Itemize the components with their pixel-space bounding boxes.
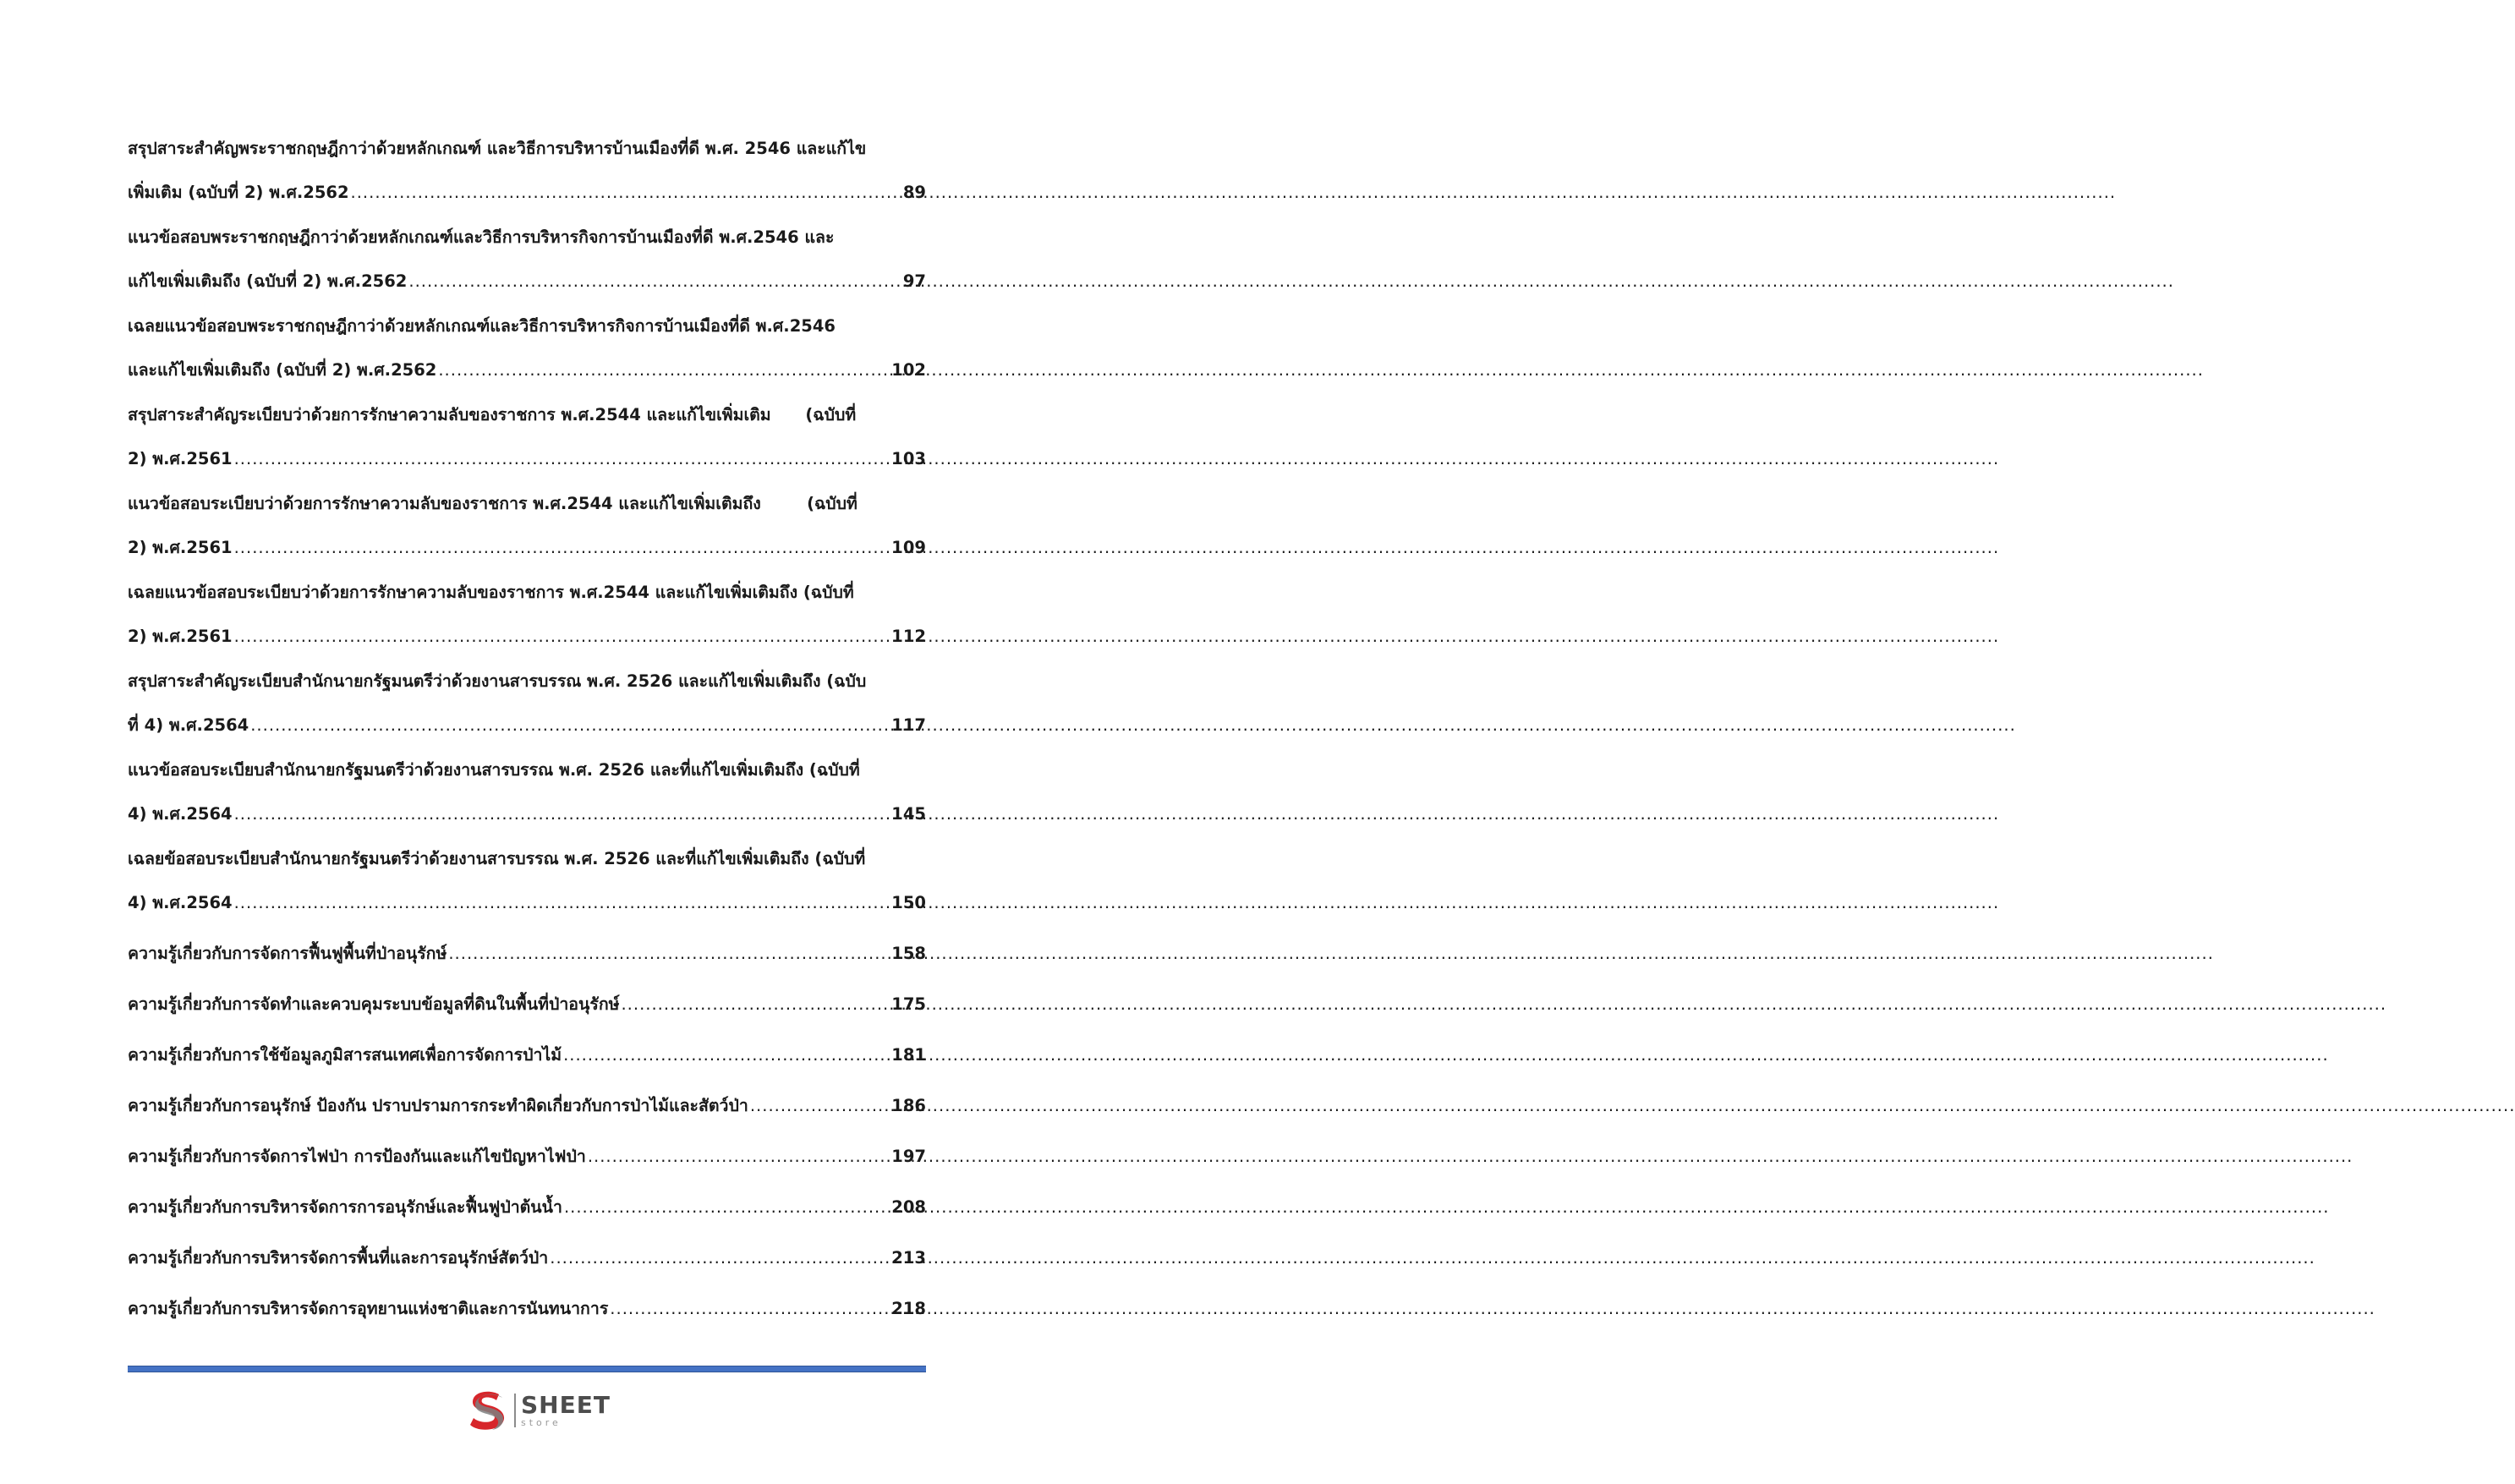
dot-leader — [408, 260, 901, 304]
dot-leader — [448, 932, 890, 976]
dot-leader — [234, 437, 890, 481]
toc-page-number: 109 — [891, 538, 926, 557]
dot-leader — [550, 1236, 890, 1280]
toc-page-number: 186 — [891, 1096, 926, 1115]
toc-entry-title-cont: และแก้ไขเพิ่มเติมถึง (ฉบับที่ 2) พ.ศ.2562 — [128, 360, 437, 380]
toc-entry-title-cont: เพิ่มเติม (ฉบับที่ 2) พ.ศ.2562 — [128, 183, 349, 202]
toc-page-number: 150 — [891, 893, 926, 912]
logo-subword: store — [521, 1417, 562, 1428]
toc-entry-title: เฉลยแนวข้อสอบพระราชกฤษฎีกาว่าด้วยหลักเกณฑ์และวิธีการบริหารกิจการบ้านเมืองที่ดี พ.ศ.2546 — [128, 316, 836, 336]
toc-entry[interactable] — [128, 393, 926, 481]
logo-separator — [514, 1394, 516, 1427]
toc-page-number: 89 — [902, 183, 926, 202]
sheet-store-s-icon — [465, 1388, 511, 1433]
toc-entry[interactable] — [128, 837, 926, 925]
toc-entry-title-cont: 2) พ.ศ.2561 — [128, 538, 233, 557]
toc-entry-title-cont: 4) พ.ศ.2564 — [128, 893, 233, 912]
toc-entry[interactable] — [128, 983, 926, 1027]
dot-leader — [234, 526, 890, 570]
toc-entry-title-cont: 4) พ.ศ.2564 — [128, 804, 233, 824]
toc-page-number: 175 — [891, 994, 926, 1014]
toc-page-number: 208 — [891, 1197, 926, 1217]
toc-entry[interactable] — [128, 571, 926, 659]
toc-entry[interactable] — [128, 1236, 926, 1280]
toc-entry[interactable] — [128, 1186, 926, 1229]
toc-entry[interactable] — [128, 1084, 926, 1128]
toc-entry[interactable] — [128, 748, 926, 836]
dot-leader — [438, 348, 890, 392]
footer-rule — [128, 1366, 926, 1372]
toc-entry[interactable] — [128, 1287, 926, 1331]
toc-entry-title: ความรู้เกี่ยวกับการอนุรักษ์ ป้องกัน ปราบปรามการกระทำผิดเกี่ยวกับการป่าไม้และสัตว์ป่า — [128, 1096, 748, 1115]
toc-page-number: 97 — [902, 271, 926, 291]
dot-leader — [564, 1186, 890, 1229]
toc-entry-title-cont: ที่ 4) พ.ศ.2564 — [128, 715, 249, 735]
dot-leader — [588, 1135, 890, 1179]
dot-leader — [234, 881, 890, 925]
toc-entry-title: ความรู้เกี่ยวกับการบริหารจัดการการอนุรักษ์และฟื้นฟูป่าต้นน้ำ — [128, 1197, 562, 1217]
toc-entry-title: ความรู้เกี่ยวกับการบริหารจัดการพื้นที่และการอนุรักษ์สัตว์ป่า — [128, 1248, 549, 1268]
toc-entry-title: ความรู้เกี่ยวกับการบริหารจัดการอุทยานแห่งชาติและการนันทนาการ — [128, 1299, 609, 1318]
toc-entry-title: ความรู้เกี่ยวกับการจัดการฟื้นฟูพื้นที่ป่าอนุรักษ์ — [128, 944, 447, 963]
toc-page-number: 218 — [891, 1299, 926, 1318]
dot-leader — [250, 704, 890, 747]
dot-leader — [563, 1033, 890, 1077]
table-of-contents — [128, 127, 926, 1338]
toc-entry-title-cont: แก้ไขเพิ่มเติมถึง (ฉบับที่ 2) พ.ศ.2562 — [128, 271, 408, 291]
toc-entry-title: ความรู้เกี่ยวกับการจัดการไฟป่า การป้องกันและแก้ไขปัญหาไฟป่า — [128, 1147, 586, 1166]
dot-leader — [351, 171, 901, 215]
logo-text — [521, 1391, 611, 1428]
toc-entry-title: ความรู้เกี่ยวกับการจัดทำและควบคุมระบบข้อมูลที่ดินในพื้นที่ป่าอนุรักษ์ — [128, 994, 620, 1014]
dot-leader — [610, 1287, 890, 1331]
toc-page-number: 181 — [891, 1045, 926, 1065]
toc-entry-title: แนวข้อสอบระเบียบสำนักนายกรัฐมนตรีว่าด้วยงานสารบรรณ พ.ศ. 2526 และที่แก้ไขเพิ่มเติมถึง (ฉบับที่ — [128, 760, 860, 780]
toc-entry-title: สรุปสาระสำคัญระเบียบสำนักนายกรัฐมนตรีว่าด้วยงานสารบรรณ พ.ศ. 2526 และแก้ไขเพิ่มเติมถึง (ฉบับ — [128, 671, 867, 691]
toc-entry-title-cont: 2) พ.ศ.2561 — [128, 449, 233, 468]
toc-entry-title: เฉลยแนวข้อสอบระเบียบว่าด้วยการรักษาความลับของราชการ พ.ศ.2544 และแก้ไขเพิ่มเติมถึง (ฉบับที่ — [128, 583, 854, 602]
dot-leader — [234, 615, 890, 659]
toc-entry-title: สรุปสาระสำคัญพระราชกฤษฎีกาว่าด้วยหลักเกณฑ์ และวิธีการบริหารบ้านเมืองที่ดี พ.ศ. 2546 และแก้ไข — [128, 139, 867, 158]
toc-page-number: 145 — [891, 804, 926, 824]
toc-entry-title-cont: 2) พ.ศ.2561 — [128, 627, 233, 646]
toc-entry[interactable] — [128, 482, 926, 570]
toc-page-number: 103 — [891, 449, 926, 468]
toc-entry[interactable] — [128, 1135, 926, 1179]
toc-page-number: 102 — [891, 360, 926, 380]
toc-entry-title: ความรู้เกี่ยวกับการใช้ข้อมูลภูมิสารสนเทศเพื่อการจัดการป่าไม้ — [128, 1045, 562, 1065]
dot-leader — [621, 983, 890, 1027]
toc-entry[interactable] — [128, 304, 926, 392]
sheet-store-logo — [465, 1385, 617, 1436]
toc-page-number: 158 — [891, 944, 926, 963]
toc-entry-title: แนวข้อสอบพระราชกฤษฎีกาว่าด้วยหลักเกณฑ์และวิธีการบริหารกิจการบ้านเมืองที่ดี พ.ศ.2546 และ — [128, 227, 835, 247]
dot-leader — [750, 1084, 890, 1128]
toc-entry[interactable] — [128, 660, 926, 747]
toc-page-number: 197 — [891, 1147, 926, 1166]
toc-entry[interactable] — [128, 127, 926, 215]
logo-word: SHEET — [521, 1391, 611, 1419]
toc-entry-title: สรุปสาระสำคัญระเบียบว่าด้วยการรักษาความลับของราชการ พ.ศ.2544 และแก้ไขเพิ่มเติม (ฉบับที่ — [128, 405, 857, 424]
toc-entry[interactable] — [128, 932, 926, 976]
dot-leader — [234, 792, 890, 836]
toc-entry[interactable] — [128, 1033, 926, 1077]
toc-entry-title: แนวข้อสอบระเบียบว่าด้วยการรักษาความลับของราชการ พ.ศ.2544 และแก้ไขเพิ่มเติมถึง (ฉบับที่ — [128, 494, 858, 513]
toc-page-number: 213 — [891, 1248, 926, 1268]
toc-page-number: 112 — [891, 627, 926, 646]
toc-page-number: 117 — [891, 715, 926, 735]
toc-entry-title: เฉลยข้อสอบระเบียบสำนักนายกรัฐมนตรีว่าด้วยงานสารบรรณ พ.ศ. 2526 และที่แก้ไขเพิ่มเติมถึง (ฉบับที่ — [128, 849, 866, 868]
toc-entry[interactable] — [128, 216, 926, 304]
